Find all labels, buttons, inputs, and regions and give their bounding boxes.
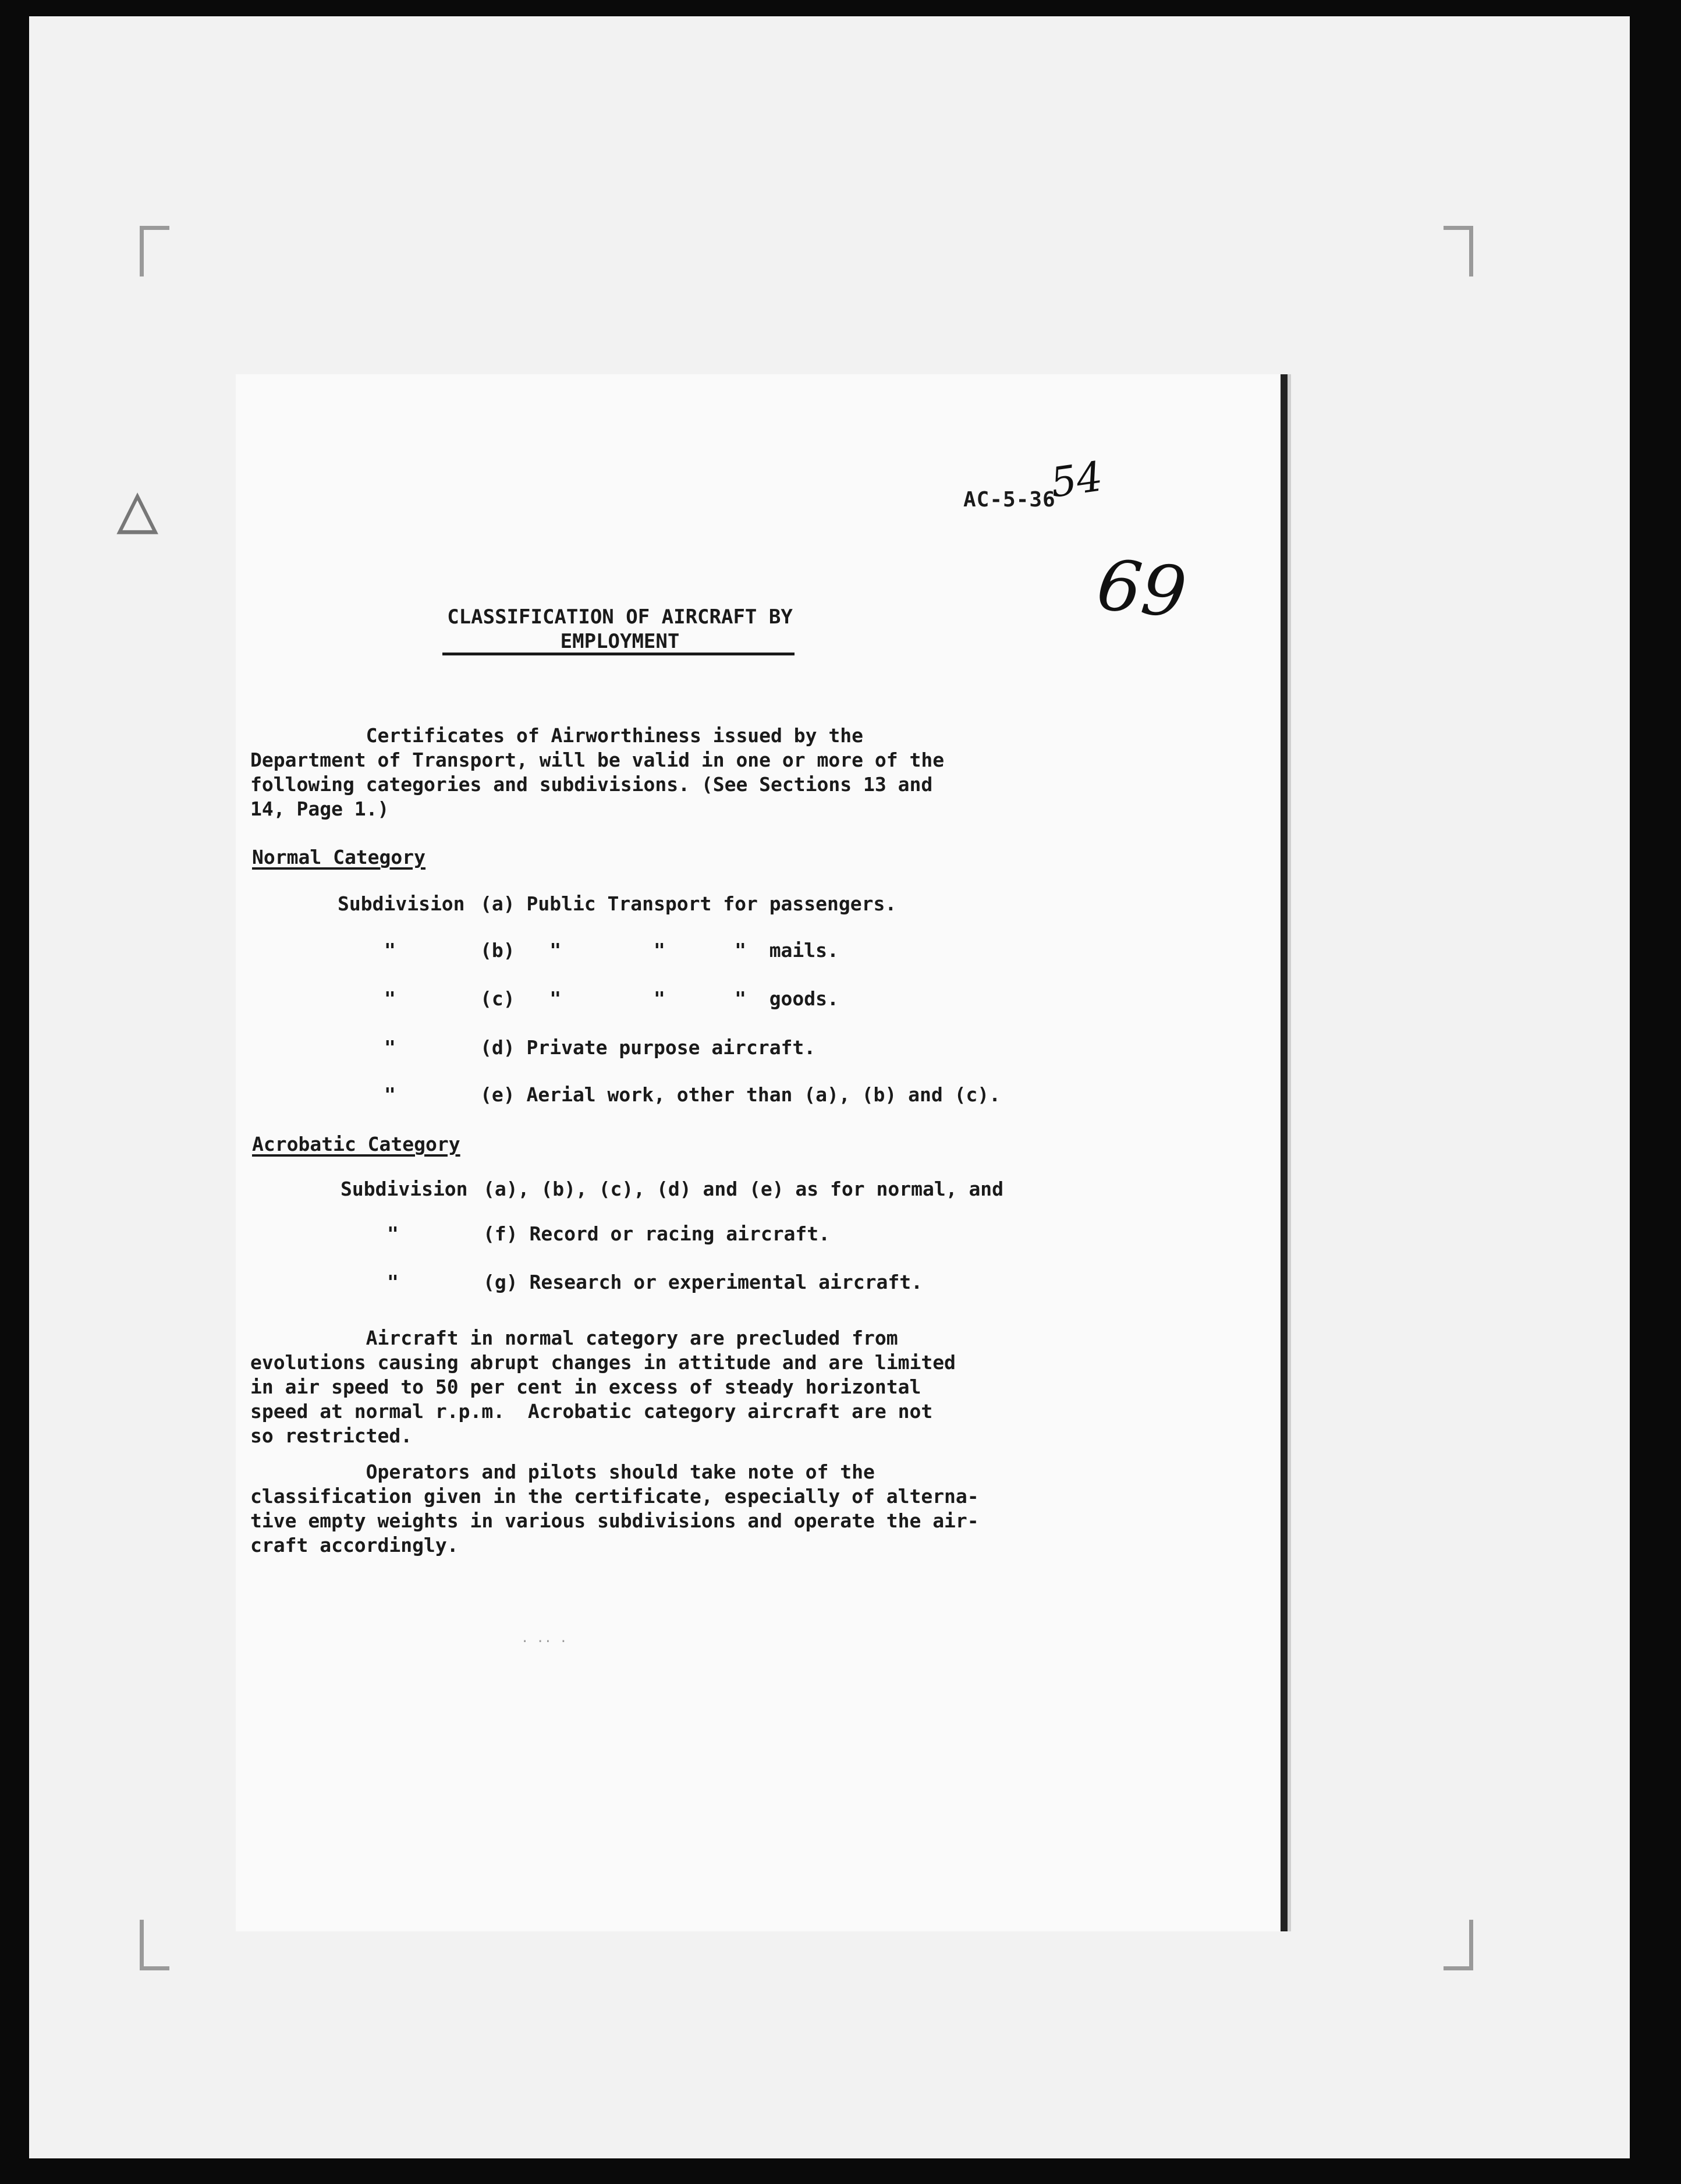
row-label: ": [387, 1271, 399, 1293]
row-text: (a), (b), (c), (d) and (e) as for normal, and: [483, 1178, 1004, 1200]
row-text: (c) " " " goods.: [480, 987, 839, 1010]
row-label: Subdivision: [338, 892, 465, 915]
document-reference: AC-5-36: [963, 488, 1056, 512]
scan-background: [29, 16, 1630, 2158]
row-label: ": [384, 1036, 396, 1059]
row-text: (g) Research or experimental aircraft.: [483, 1271, 923, 1293]
crop-mark-top-left: [140, 226, 169, 276]
operators-paragraph: Operators and pilots should take note of the classification given in the certificate, especially of alterna- tive empty weights in various subdivisions and operate the air- craft accordingly.: [250, 1460, 979, 1557]
row-label: ": [384, 987, 396, 1010]
crop-mark-top-right: [1444, 226, 1473, 276]
acrobatic-category-heading: Acrobatic Category: [252, 1133, 460, 1155]
intro-paragraph: Certificates of Airworthiness issued by the Department of Transport, will be valid in one or more of the following categories and subdivisions. (See Sections 13 and 14, Page 1.): [250, 724, 945, 820]
row-text: (d) Private purpose aircraft.: [480, 1036, 816, 1059]
row-text: (b) " " " mails.: [480, 939, 839, 962]
faint-stamp-mark: · ·· ·: [521, 1635, 568, 1649]
title-underline: [442, 653, 795, 655]
document-page: [236, 374, 1288, 1931]
row-label: ": [387, 1222, 399, 1245]
crop-mark-bottom-left: [140, 1920, 169, 1970]
handwritten-annotation: 54: [1047, 452, 1106, 507]
row-text: (e) Aerial work, other than (a), (b) and (c).: [480, 1083, 1001, 1106]
row-text: (f) Record or racing aircraft.: [483, 1222, 831, 1245]
handwritten-page-number: 69: [1093, 544, 1190, 634]
row-label: ": [384, 939, 396, 962]
paper-clip-mark-icon: △: [116, 467, 159, 548]
row-label: ": [384, 1083, 396, 1106]
row-label: Subdivision: [341, 1178, 468, 1200]
document-title: CLASSIFICATION OF AIRCRAFT BY EMPLOYMENT: [447, 605, 793, 653]
restriction-paragraph: Aircraft in normal category are precluded from evolutions causing abrupt changes in attitude and are limited in air speed to 50 per cent in excess of steady horizontal speed at normal r.p.m. Acrobatic category aircraft are not so restricted.: [250, 1327, 956, 1447]
row-text: (a) Public Transport for passengers.: [480, 892, 897, 915]
crop-mark-bottom-right: [1444, 1920, 1473, 1970]
normal-category-heading: Normal Category: [252, 846, 426, 868]
